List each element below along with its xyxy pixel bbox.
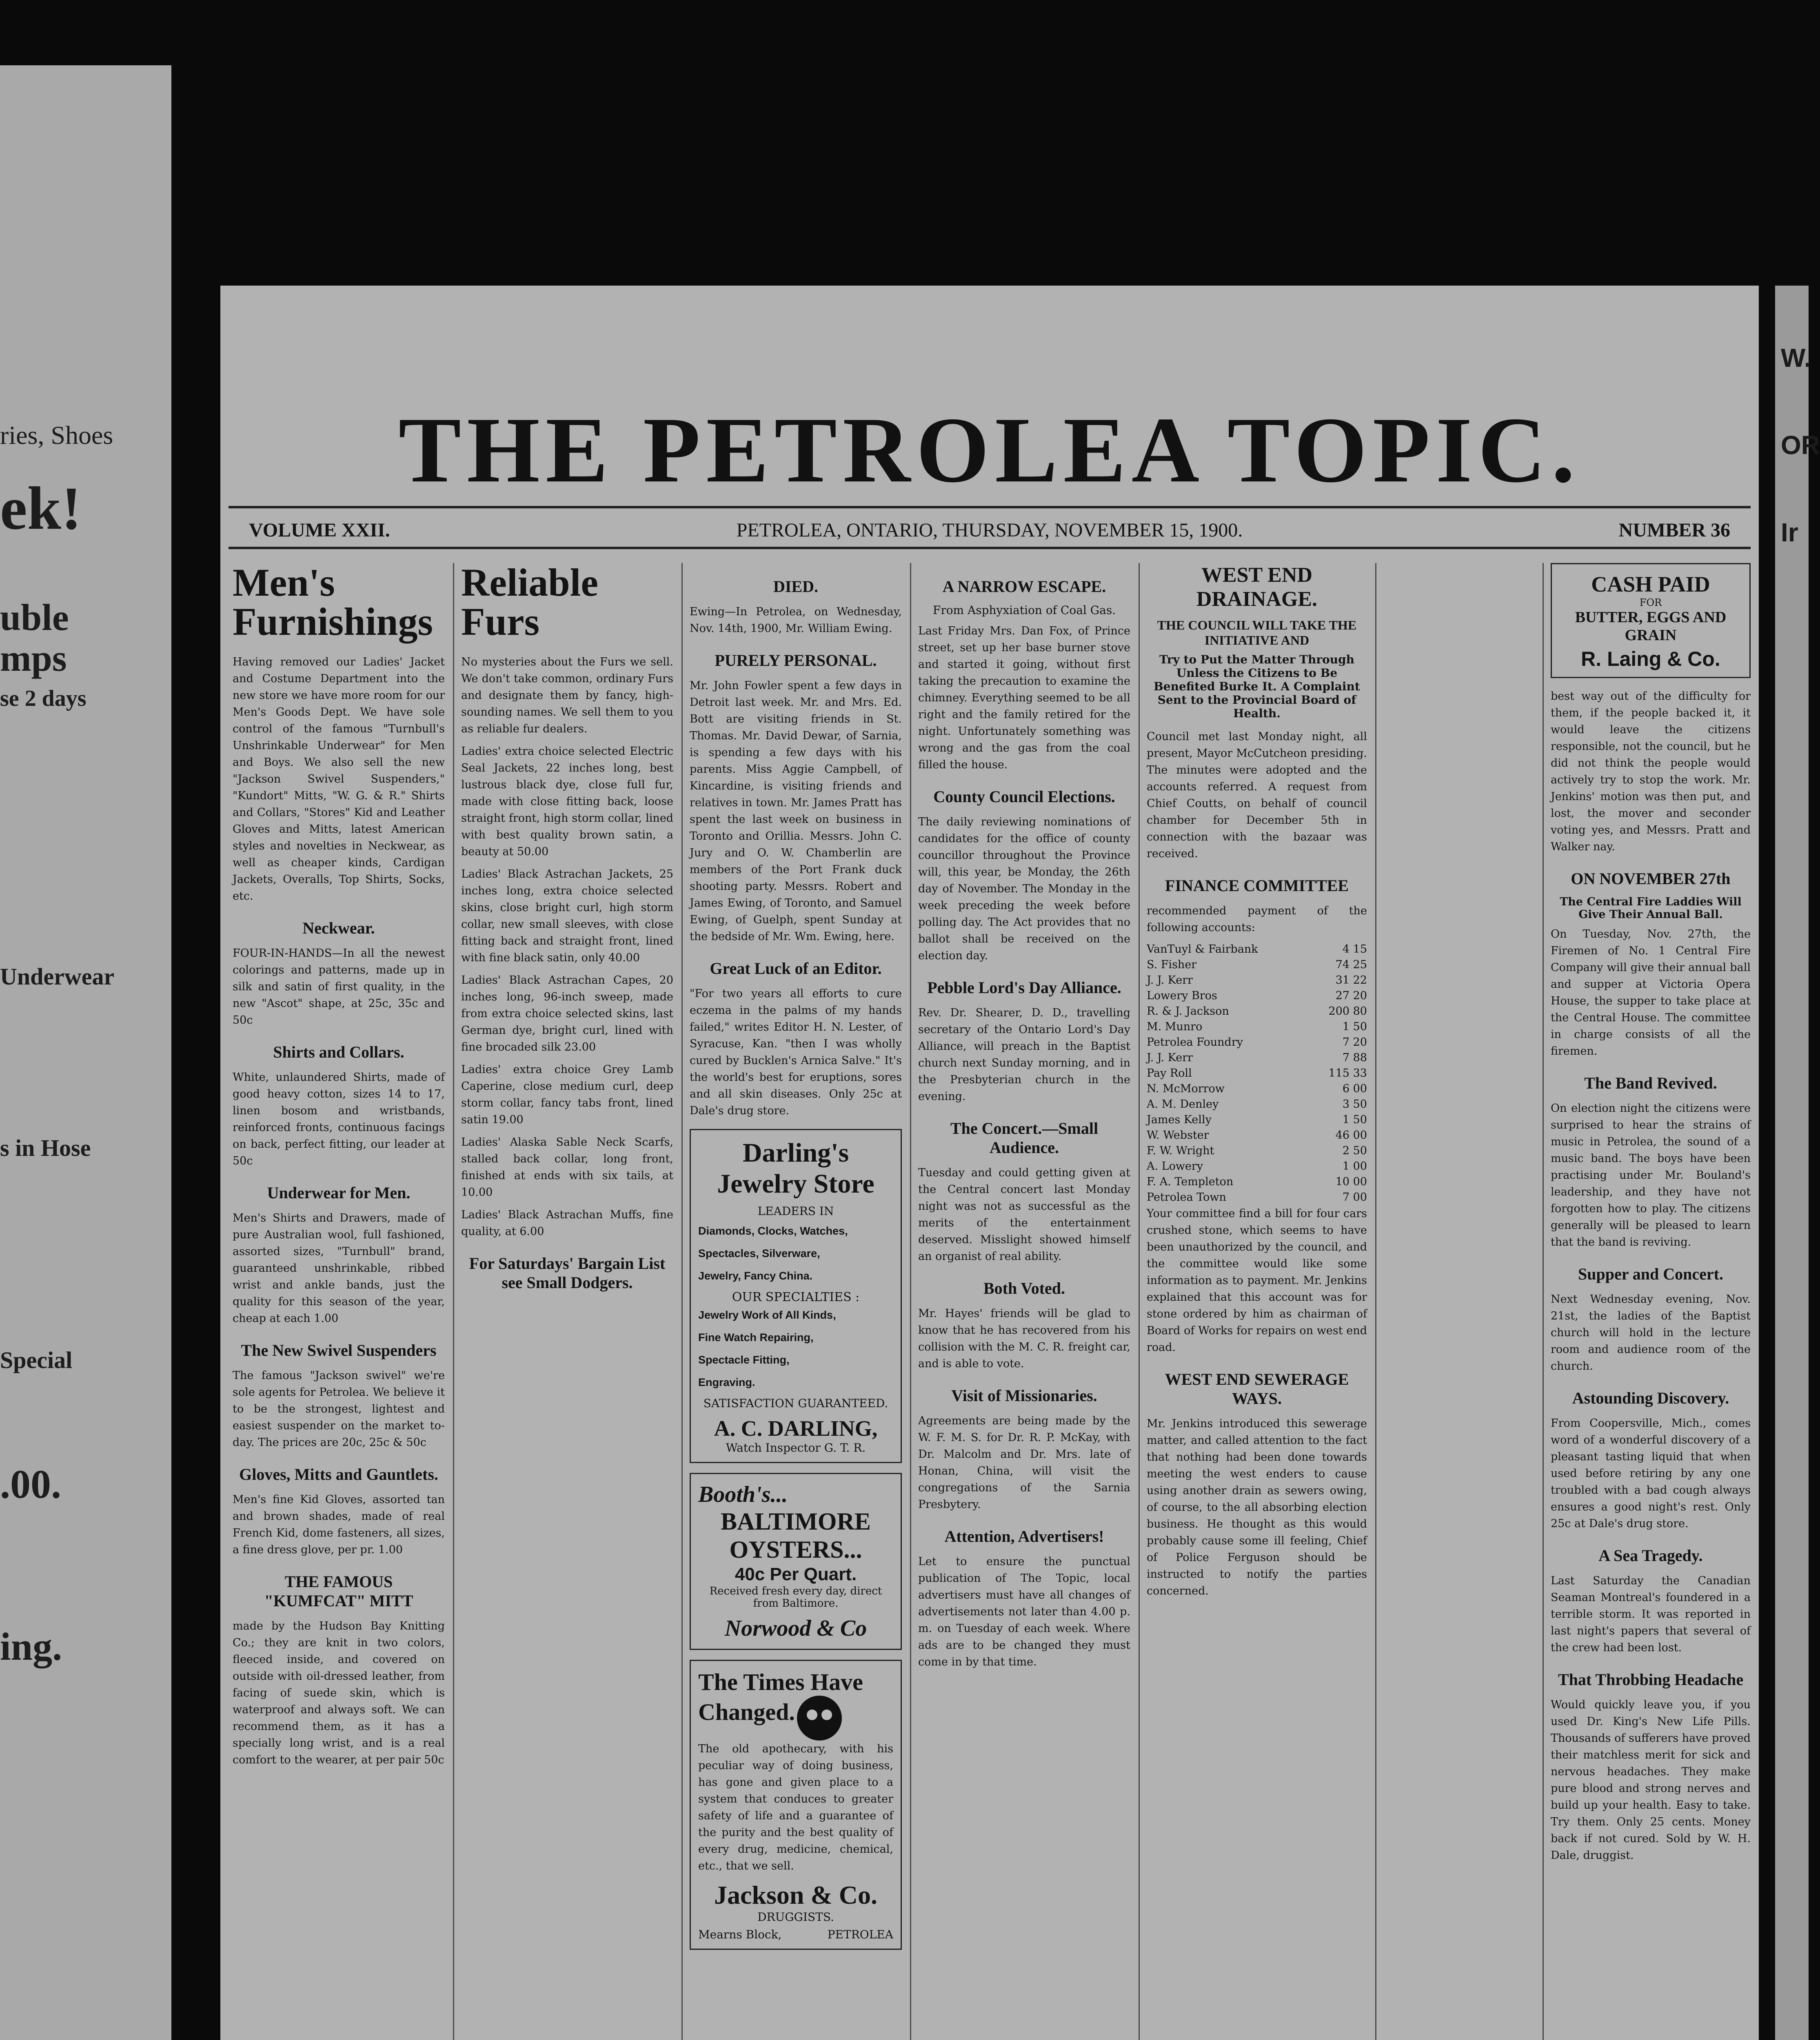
column-divider [1139, 563, 1140, 2040]
finance-row [1147, 1174, 1367, 1190]
darling-specialty: Fine Watch Repairing, [698, 1331, 814, 1344]
subheading: THE FAMOUS "KUMFCAT" MITT [264, 1572, 413, 1610]
finance-row [1147, 1004, 1367, 1019]
supper-text: Next Wednesday evening, Nov. 21st, the ladies of the Baptist church will hold in the lecture room and audience room of the church. [1551, 1293, 1751, 1373]
drainage-text: Mr. Jenkins introduced this sewerage matter, and called attention to the fact that nothing had been done towards meeting the west enders to cause using another drain as sewers owing, of course, to the all absorbing election business. He thought as this would probably cause some ill feeling, Chief of Police Ferguson should be instructed to notify the parties concerned. [1147, 1417, 1367, 1597]
cash-for: FOR [1639, 597, 1662, 608]
missionaries-heading: Visit of Missionaries. [951, 1386, 1097, 1405]
finance-payee: Petrolea Town [1147, 1191, 1226, 1204]
finance-row [1147, 957, 1367, 973]
laing-ad [1551, 563, 1751, 678]
finance-payee: A. Lowery [1147, 1160, 1203, 1173]
article-text: Ladies' Black Astrachan Muffs, fine quality, at 6.00 [461, 1208, 673, 1238]
finance-row [1147, 988, 1367, 1004]
darling-leaders-label: LEADERS IN [757, 1204, 834, 1218]
finance-amount: 7 20 [1342, 1036, 1367, 1049]
editor-luck-heading: Great Luck of an Editor. [710, 959, 882, 978]
darling-specialties-label: OUR SPECIALTIES : [732, 1290, 860, 1304]
finance-row [1147, 1128, 1367, 1143]
times-heading: The Times Have Changed. [698, 1669, 863, 1725]
finance-amount: 4 15 [1342, 943, 1367, 956]
advertisers-text: Let to ensure the punctual publication of The Topic, local advertisers must have all changes of advertisements not later than 4.00 p. m. on Tuesday of each week. Where ads are to be changed they must come in by that time. [918, 1555, 1130, 1668]
drainage-subheading: THE COUNCIL WILL TAKE THE INITIATIVE AND [1157, 618, 1357, 647]
headache-text: Would quickly leave you, if you used Dr. King's New Life Pills. Thousands of sufferers have proved their matchless merit for sick and nervous headaches. They make pure blood and strong nerves and build up your health. Easy to take. Try them. Only 25 cents. Money back if not cured. Sold by W. H. Dale, druggist. [1551, 1699, 1751, 1862]
sewerage-heading: WEST END SEWERAGE WAYS. [1165, 1370, 1349, 1408]
band-heading: The Band Revived. [1584, 1074, 1717, 1092]
masthead-rule [229, 506, 1751, 508]
booth-line: BALTIMORE [721, 1508, 871, 1535]
booth-line: OYSTERS... [729, 1536, 862, 1563]
left-fragment: ek! [0, 475, 82, 542]
skull-icon [797, 1696, 842, 1741]
times-text: The old apothecary, with his peculiar way of doing business, has gone and given place to a system that conduces to greater safety of life and a guarantee of the purity and the best quality of every drug, medicine, chemical, etc., that we sell. [698, 1743, 893, 1872]
finance-payee: N. McMorrow [1147, 1082, 1225, 1095]
discovery-text: From Coopersville, Mich., comes word of a wonderful discovery of a pleasant tasting liquid that when used before retiring by any one troubled with a bad cough always ensures a good night's rest. Only 25c at Dale's drug store. [1551, 1417, 1751, 1530]
darling-line: Spectacles, Silverware, [698, 1247, 820, 1259]
jackson-block: Mearns Block, [698, 1928, 782, 1941]
escape-text: Last Friday Mrs. Dan Fox, of Prince street, set up her base burner stove and started it going, without first taking the precaution to examine the chimney. Everything seemed to be all right and the family retired for the night. Unfortunately something was wrong and the gas from the coal filled the house. [918, 625, 1130, 771]
finance-amount: 74 25 [1335, 958, 1367, 971]
finance-amount: 3 50 [1342, 1098, 1367, 1111]
escape-heading: A NARROW ESCAPE. [942, 577, 1106, 596]
jackson-druggists-ad [690, 1660, 902, 1950]
finance-amount: 46 00 [1335, 1129, 1367, 1142]
article-text: made by the Hudson Bay Knitting Co.; they are knit in two colors, fleeced inside, and covered on outside with oil-dressed leather, from facing of suede skin, which is waterproof and always soft. We can recommend them, as it has a specially long wrist, and is a real comfort to the wearer, at per pair 50c [233, 1620, 445, 1766]
column-reliable-furs [461, 563, 673, 1299]
column-west-end-drainage [1147, 563, 1367, 1605]
left-fragment: Special [0, 1347, 73, 1373]
finance-amount: 6 00 [1342, 1082, 1367, 1095]
reliable-furs-heading: Reliable Furs [461, 561, 598, 643]
finance-row [1147, 1035, 1367, 1050]
finance-payee: A. M. Denley [1147, 1098, 1219, 1111]
council-elections-text: The daily reviewing nominations of candidates for the office of county councillor throughout the Province will, this year, be Monday, the 26th day of November. The Monday in the week preceding the week before polling day. The Act provides that no ballot shall be received on the election day. [918, 816, 1130, 962]
left-fragment: s in Hose [0, 1135, 91, 1161]
article-text: White, unlaundered Shirts, made of good heavy cotton, sizes 14 to 17, linen bosom and wristbands, reinforced fronts, continuous facings on back, perfect fitting, our leader at 50c [233, 1071, 445, 1167]
finance-amount: 1 00 [1342, 1160, 1367, 1173]
finance-payee: J. J. Kerr [1147, 974, 1193, 987]
article-text: Men's fine Kid Gloves, assorted tan and brown shades, made of real French Kid, dome fasteners, all sizes, a fine dress glove, per pr. 1.00 [233, 1493, 445, 1556]
article-text: Ladies' extra choice selected Electric Seal Jackets, 22 inches long, best lustrous black dye, close full fur, made with close fitting back, loose straight front, high storm collar, lined with best quality brown satin, a beauty at 50.00 [461, 745, 673, 858]
article-text: Ladies' Alaska Sable Neck Scarfs, stalled back collar, long front, finished at ends with six tails, at 10.00 [461, 1136, 673, 1199]
personal-text: Mr. John Fowler spent a few days in Detroit last week. Mr. and Mrs. Ed. Bott are visiting friends in St. Thomas. Mr. David Dewar, of Sarnia, is spending a few days with his parents. Miss Aggie Campbell, of Kincardine, is visiting friends and relatives in town. Mr. James Pratt has spent the last week on business in Toronto and Orillia. Messrs. John C. Jury and O. W. Chamberlin are members of the Port Frank duck shooting party. Messrs. Robert and James Ewing, of Toronto, and Samuel Ewing, of Guelph, spent Sunday at the bedside of Mr. Wm. Ewing, here. [690, 679, 902, 943]
right-adjacent-page [1775, 286, 1820, 2040]
died-notice: Ewing—In Petrolea, on Wednesday, Nov. 14th, 1900, Mr. William Ewing. [690, 605, 902, 635]
article-text: Ladies' extra choice Grey Lamb Caperine, close medium curl, deep storm collar, fancy tabs front, lined satin 19.00 [461, 1063, 673, 1126]
finance-amount: 1 50 [1342, 1113, 1367, 1126]
finance-row [1147, 1112, 1367, 1128]
missionaries-text: Agreements are being made by the W. F. M. S. for Dr. R. P. McKay, with Dr. Malcolm and Dr. Mrs. late of Honan, China, will visit the congregations of the Sarnia Presbytery. [918, 1415, 1130, 1511]
finance-payee: James Kelly [1147, 1113, 1212, 1126]
drainage-text: Your committee find a bill for four cars crushed stone, which seems to have been unauthorized by the council, and the committee would like some information as to payment. Mr. Jenkins explained that this account was for stone ordered by him as chairman of Board of Works for repairs on west end road. [1147, 1207, 1367, 1354]
concert-text: Tuesday and could getting given at the Central concert last Monday night was not as successful as the merits of the entertainment deserved. Misslight showed himself an organist of real ability. [918, 1166, 1130, 1263]
voted-text: Mr. Hayes' friends will be glad to know that he has recovered from his collision with the M. C. R. freight car, and is able to vote. [918, 1307, 1130, 1370]
finance-row [1147, 1019, 1367, 1035]
november-text: On Tuesday, Nov. 27th, the Firemen of No. 1 Central Fire Company will give their annual ball and supper at Victoria Opera House, the supper to take place at the Central House. The committee in charge consists of all the firemen. [1551, 928, 1751, 1058]
article-text: Ladies' Black Astrachan Capes, 20 inches long, 96-inch sweep, made from extra choice selected skins, last German dye, bright curl, lined with fine brocaded silk 23.00 [461, 974, 673, 1053]
booth-name: Booth's... [698, 1482, 788, 1507]
article-text: The famous "Jackson swivel" we're sole agents for Petrolea. We believe it to be the strongest, lightest and easiest suspender on the market to-day. The prices are 20c, 25c & 50c [233, 1369, 445, 1449]
finance-heading: FINANCE COMMITTEE [1165, 876, 1349, 895]
finance-payee: Lowery Bros [1147, 989, 1217, 1002]
article-text: best way out of the difficulty for them, if the people backed it, it would leave the citizens responsible, not the council, but he did not think the people would actively try to stop the work. Mr. Jenkins' motion was then put, and lost, the mover and seconder voting yes, and Messrs. Pratt and Walker nay. [1551, 690, 1751, 853]
finance-accounts-list [1147, 942, 1367, 1205]
right-fragment: W. [1781, 343, 1811, 373]
left-adjacent-page [0, 65, 171, 2040]
darling-specialty: Jewelry Work of All Kinds, [698, 1309, 836, 1321]
concert-heading: The Concert.—Small Audience. [950, 1119, 1099, 1157]
band-text: On election night the citizens were surprised to hear the strains of music in Petrolea, the sound of a music band. The boys have been practising under Mr. Bouland's leadership, and they have not forgotten how to play. The citizens generally will be pleased to learn that the band is reviving. [1551, 1102, 1751, 1248]
finance-payee: Petrolea Foundry [1147, 1036, 1243, 1049]
column-divider [681, 563, 683, 2040]
tragedy-text: Last Saturday the Canadian Seaman Montreal's foundered in a terrible storm. It was reported in last night's papers that several of the crew had been lost. [1551, 1574, 1751, 1654]
finance-row [1147, 1097, 1367, 1112]
column-mens-furnishings [233, 563, 445, 1774]
finance-amount: 7 00 [1342, 1191, 1367, 1204]
finance-payee: M. Munro [1147, 1020, 1203, 1033]
article-text: Having removed our Ladies' Jacket and Costume Department into the new store we have more room for our Men's Goods Dept. We have sole control of the famous "Turnbull's Unshrinkable Underwear" for Men and Boys. We also sell the new "Jackson Swivel Suspenders," "Kundort" Mitts, "W. G. & R." Shirts and Collars, "Stores" Kid and Leather Gloves and Mitts, latest American styles and novelties in Neckwear, as well as cheaper kinds, Cardigan Jackets, Overalls, Top Shirts, Socks, etc. [233, 656, 445, 902]
drainage-text: Council met last Monday night, all present, Mayor McCutcheon presiding. The minutes were adopted and the accounts referred. A request from Chief Coutts, on behalf of council chamber for December 5th in connection with the bazaar was received. [1147, 730, 1367, 860]
issue-number: NUMBER 36 [1618, 519, 1730, 541]
cash-heading: CASH PAID [1591, 572, 1710, 596]
booth-oysters-ad [690, 1473, 902, 1650]
article-text: Men's Shirts and Drawers, made of pure Australian wool, full fashioned, assorted sizes, "Turnbull" brand, guaranteed unshrinkable, ribbed wrist and ankle bands, just the quality for this season of the year, cheap at each 1.00 [233, 1212, 445, 1325]
finance-amount: 10 00 [1335, 1175, 1367, 1188]
article-text: No mysteries about the Furs we sell. We don't take common, ordinary Furs and designate them by fancy, high-sounding names. We sell them to you as reliable fur dealers. [461, 656, 673, 735]
left-fragment: ing. [0, 1625, 62, 1668]
jackson-town: PETROLEA [827, 1928, 893, 1941]
column-news [918, 563, 1130, 1676]
darling-line: Jewelry, Fancy China. [698, 1270, 813, 1282]
left-fragment: uble [0, 596, 69, 638]
darling-subtitle: Watch Inspector G. T. R. [726, 1441, 866, 1455]
finance-row [1147, 1143, 1367, 1159]
darling-guarantee: SATISFACTION GUARANTEED. [703, 1397, 888, 1410]
booth-price: 40c Per Quart. [735, 1564, 857, 1584]
jackson-subtitle: DRUGGISTS. [757, 1910, 834, 1924]
jackson-name: Jackson & Co. [714, 1880, 878, 1909]
headache-heading: That Throbbing Headache [1558, 1670, 1744, 1689]
saturday-bargain-note: For Saturdays' Bargain List see Small Dodgers. [469, 1254, 666, 1292]
mens-furnishings-heading: Men's Furnishings [233, 561, 433, 643]
personal-heading: PURELY PERSONAL. [715, 651, 877, 670]
died-heading: DIED. [773, 577, 819, 596]
column-divider [1543, 563, 1544, 2040]
left-fragment: ries, Shoes [0, 421, 113, 450]
discovery-heading: Astounding Discovery. [1572, 1389, 1729, 1407]
column-cash-paid [1551, 563, 1751, 1869]
finance-payee: R. & J. Jackson [1147, 1005, 1229, 1018]
volume-label: VOLUME XXII. [249, 519, 390, 541]
council-elections-heading: County Council Elections. [933, 787, 1115, 806]
laing-firm: R. Laing & Co. [1581, 647, 1720, 670]
finance-amount: 31 22 [1335, 974, 1367, 987]
finance-payee: J. J. Kerr [1147, 1051, 1193, 1064]
finance-payee: Pay Roll [1147, 1067, 1192, 1080]
column-divider [453, 563, 454, 2040]
finance-intro: recommended payment of the following accounts: [1147, 905, 1367, 934]
finance-amount: 27 20 [1335, 989, 1367, 1002]
drainage-heading: WEST END DRAINAGE. [1196, 563, 1318, 611]
drainage-deck: Try to Put the Matter Through Unless the Citizens to Be Benefited Burke It. A Complaint Sent to the Provincial Board of Health. [1154, 653, 1360, 720]
column-divider [910, 563, 911, 2040]
finance-row [1147, 1081, 1367, 1097]
left-fragment: se 2 days [0, 686, 87, 711]
right-fragment: OR [1781, 430, 1820, 460]
dateline-rule [229, 547, 1751, 549]
advertisers-heading: Attention, Advertisers! [944, 1527, 1104, 1546]
darling-line: Diamonds, Clocks, Watches, [698, 1225, 848, 1237]
darling-jewelry-ad [690, 1129, 902, 1463]
voted-heading: Both Voted. [983, 1279, 1065, 1297]
finance-amount: 2 50 [1342, 1144, 1367, 1157]
article-text: FOUR-IN-HANDS—In all the newest colorings and patterns, made up in silk and satin of first quality, in the new "Ascot" shape, at 25c, 35c and 50c [233, 947, 445, 1027]
finance-amount: 7 88 [1342, 1051, 1367, 1064]
darling-specialty: Spectacle Fitting, [698, 1354, 790, 1366]
finance-payee: F. A. Templeton [1147, 1175, 1234, 1188]
column-divider [1375, 563, 1376, 2040]
article-text: Ladies' Black Astrachan Jackets, 25 inches long, extra choice selected skins, close bright curl, high storm collar, new small sleeves, with close fitting back and straight front, lined with fine black satin, only 40.00 [461, 868, 673, 964]
finance-payee: S. Fisher [1147, 958, 1197, 971]
tragedy-heading: A Sea Tragedy. [1598, 1546, 1703, 1565]
booth-note: Received fresh every day, direct from Baltimore. [709, 1585, 882, 1610]
right-fragment: Ir [1781, 518, 1798, 547]
supper-heading: Supper and Concert. [1578, 1265, 1723, 1283]
alliance-heading: Pebble Lord's Day Alliance. [927, 978, 1121, 997]
november-subheading: The Central Fire Laddies Will Give Their Annual Ball. [1560, 896, 1742, 921]
masthead-title: THE PETROLEA TOPIC. [398, 398, 1581, 502]
norwood-signature: Norwood & Co [724, 1616, 867, 1641]
alliance-text: Rev. Dr. Shearer, D. D., travelling secretary of the Ontario Lord's Day Alliance, will preach in the Baptist church next Sunday morning, and in the Presbyterian church in the evening. [918, 1007, 1130, 1103]
subheading: Gloves, Mitts and Gauntlets. [239, 1465, 438, 1483]
left-fragment: .00. [0, 1461, 61, 1507]
finance-payee: F. W. Wright [1147, 1144, 1214, 1157]
subheading: Neckwear. [302, 919, 375, 937]
subheading: The New Swivel Suspenders [241, 1341, 437, 1359]
finance-row [1147, 942, 1367, 957]
darling-ad-title: Darling's Jewelry Store [717, 1138, 874, 1199]
left-fragment: mps [0, 637, 67, 679]
finance-row [1147, 973, 1367, 988]
finance-row [1147, 1159, 1367, 1174]
escape-subheading: From Asphyxiation of Coal Gas. [932, 603, 1116, 617]
newspaper-page [220, 286, 1759, 2040]
date-label: PETROLEA, ONTARIO, THURSDAY, NOVEMBER 15, 1900. [736, 519, 1243, 541]
finance-amount: 1 50 [1342, 1020, 1367, 1033]
editor-luck-text: "For two years all efforts to cure eczema in the palms of my hands failed," writes Editor H. N. Lester, of Syracuse, Kan. "then I was wholly cured by Bucklen's Arnica Salve." It's the world's best for eruptions, sores and all skin diseases. Only 25c at Dale's drug store. [690, 987, 902, 1117]
finance-amount: 115 33 [1328, 1067, 1367, 1080]
cash-items: BUTTER, EGGS AND GRAIN [1575, 609, 1727, 644]
left-fragment: Underwear [0, 963, 115, 990]
finance-row [1147, 1066, 1367, 1081]
column-personal-and-ads [690, 563, 902, 1960]
subheading: Shirts and Collars. [273, 1043, 404, 1061]
finance-payee: W. Webster [1147, 1129, 1209, 1142]
finance-amount: 200 80 [1328, 1005, 1367, 1018]
november-heading: ON NOVEMBER 27th [1571, 869, 1731, 888]
finance-row [1147, 1050, 1367, 1066]
subheading: Underwear for Men. [267, 1184, 411, 1202]
finance-row [1147, 1190, 1367, 1205]
finance-payee: VanTuyl & Fairbank [1147, 943, 1258, 956]
darling-name: A. C. DARLING, [714, 1416, 878, 1441]
darling-specialty: Engraving. [698, 1376, 755, 1388]
